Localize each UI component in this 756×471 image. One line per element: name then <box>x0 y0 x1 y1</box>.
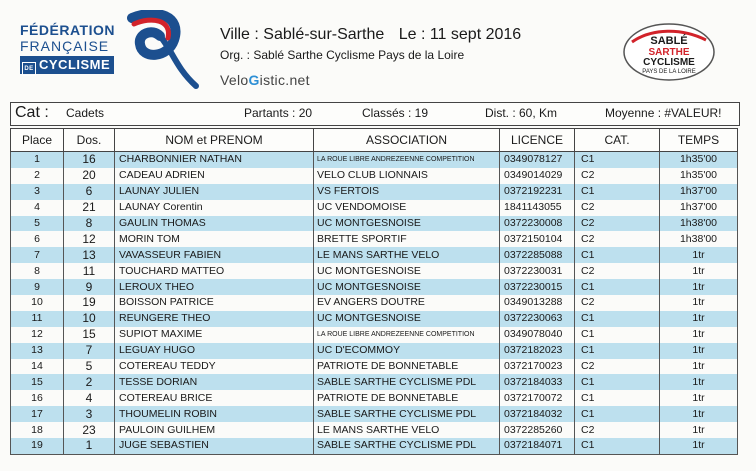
table-row <box>11 422 738 438</box>
place-cell: 10 <box>11 295 64 311</box>
header-place: Place <box>11 129 64 152</box>
dossard-cell: 13 <box>64 247 115 263</box>
time-cell: 1tr <box>660 279 738 295</box>
dossard-cell: 12 <box>64 231 115 247</box>
category-cell: C1 <box>575 247 660 263</box>
ffc-logo-line1: FÉDÉRATION <box>20 22 115 38</box>
place-cell: 18 <box>11 422 64 438</box>
association-cell: LE MANS SARTHE VELO <box>314 247 500 263</box>
time-cell: 1tr <box>660 295 738 311</box>
place-cell: 13 <box>11 343 64 359</box>
club-logo-l2: SARTHE <box>648 47 690 58</box>
table-row <box>11 200 738 216</box>
licence-cell: 0372184033 <box>500 374 575 390</box>
club-logo-l3: CYCLISME <box>643 57 695 68</box>
partants: Partants : 20 <box>244 106 313 120</box>
table-row <box>11 295 738 311</box>
licence-cell: 0349078040 <box>500 327 575 343</box>
name-cell: SUPIOT MAXIME <box>115 327 314 343</box>
place-cell: 2 <box>11 168 64 184</box>
licence-cell: 0349013288 <box>500 295 575 311</box>
organizer-line <box>220 48 464 62</box>
dossard-cell: 16 <box>64 152 115 168</box>
place-cell: 7 <box>11 247 64 263</box>
association-cell: VELO CLUB LIONNAIS <box>314 168 500 184</box>
dossard-cell: 8 <box>64 216 115 232</box>
licence-cell: 0372170023 <box>500 359 575 375</box>
name-cell: GAULIN THOMAS <box>115 216 314 232</box>
table-row <box>11 231 738 247</box>
table-row <box>11 390 738 406</box>
time-cell: 1h35'00 <box>660 168 738 184</box>
ffc-logo-prefix: DE <box>22 62 36 76</box>
name-cell: CHARBONNIER NATHAN <box>115 152 314 168</box>
club-logo-icon <box>622 22 716 82</box>
name-cell: JUGE SEBASTIEN <box>115 438 314 454</box>
place-cell: 1 <box>11 152 64 168</box>
time-cell: 1tr <box>660 327 738 343</box>
name-cell: LAUNAY Corentin <box>115 200 314 216</box>
ffc-logo-line3 <box>20 56 114 74</box>
association-cell: VS FERTOIS <box>314 184 500 200</box>
association-cell: SABLE SARTHE CYCLISME PDL <box>314 406 500 422</box>
time-cell: 1tr <box>660 343 738 359</box>
association-cell: LE MANS SARTHE VELO <box>314 422 500 438</box>
place-cell: 15 <box>11 374 64 390</box>
dossard-cell: 7 <box>64 343 115 359</box>
name-cell: LEROUX THEO <box>115 279 314 295</box>
cat-label: Cat : <box>15 104 49 121</box>
dossard-cell: 23 <box>64 422 115 438</box>
table-row <box>11 359 738 375</box>
ffc-swoosh-icon <box>112 10 202 94</box>
time-cell: 1h38'00 <box>660 216 738 232</box>
dossard-cell: 10 <box>64 311 115 327</box>
place-cell: 5 <box>11 216 64 232</box>
dossard-cell: 2 <box>64 374 115 390</box>
header-association: ASSOCIATION <box>314 129 500 152</box>
licence-cell: 0349078127 <box>500 152 575 168</box>
time-cell: 1tr <box>660 311 738 327</box>
name-cell: MORIN TOM <box>115 231 314 247</box>
table-row <box>11 184 738 200</box>
category-cell: C1 <box>575 438 660 454</box>
name-cell: THOUMELIN ROBIN <box>115 406 314 422</box>
association-cell: LA ROUE LIBRE ANDREZEENNE COMPETITION <box>314 152 500 168</box>
licence-cell: 0349014029 <box>500 168 575 184</box>
name-cell: LEGUAY HUGO <box>115 343 314 359</box>
dossard-cell: 1 <box>64 438 115 454</box>
place-cell: 14 <box>11 359 64 375</box>
name-cell: VAVASSEUR FABIEN <box>115 247 314 263</box>
org-value: Sablé Sarthe Cyclisme Pays de la Loire <box>253 48 465 62</box>
club-logo-l1: SABLÉ <box>650 35 688 47</box>
category-cell: C2 <box>575 422 660 438</box>
licence-cell: 0372150104 <box>500 231 575 247</box>
race-date: 11 sept 2016 <box>429 26 522 43</box>
category-cell: C2 <box>575 216 660 232</box>
dossard-cell: 9 <box>64 279 115 295</box>
place-cell: 11 <box>11 311 64 327</box>
time-cell: 1tr <box>660 263 738 279</box>
association-cell: UC MONTGESNOISE <box>314 263 500 279</box>
name-cell: COTEREAU TEDDY <box>115 359 314 375</box>
table-row <box>11 279 738 295</box>
ville-value: Sablé-sur-Sarthe <box>263 26 385 43</box>
licence-cell: 0372285088 <box>500 247 575 263</box>
time-cell: 1h37'00 <box>660 200 738 216</box>
category-cell: C2 <box>575 168 660 184</box>
velogistic-g: G <box>248 72 260 88</box>
table-row <box>11 216 738 232</box>
association-cell: UC D'ECOMMOY <box>314 343 500 359</box>
time-cell: 1tr <box>660 359 738 375</box>
licence-cell: 0372285260 <box>500 422 575 438</box>
category-cell: C1 <box>575 152 660 168</box>
place-cell: 4 <box>11 200 64 216</box>
time-cell: 1tr <box>660 247 738 263</box>
category-cell: C1 <box>575 374 660 390</box>
licence-cell: 0372184032 <box>500 406 575 422</box>
dossard-cell: 20 <box>64 168 115 184</box>
club-logo <box>622 22 716 82</box>
ffc-logo-cyclisme: CYCLISME <box>39 57 111 72</box>
place-cell: 6 <box>11 231 64 247</box>
dossard-cell: 15 <box>64 327 115 343</box>
dossard-cell: 11 <box>64 263 115 279</box>
category-cell: C2 <box>575 200 660 216</box>
place-cell: 16 <box>11 390 64 406</box>
header-dos: Dos. <box>64 129 115 152</box>
association-cell: PATRIOTE DE BONNETABLE <box>314 359 500 375</box>
category-cell: C1 <box>575 279 660 295</box>
category-cell: C2 <box>575 359 660 375</box>
dossard-cell: 3 <box>64 406 115 422</box>
header-cat: CAT. <box>575 129 660 152</box>
dossard-cell: 19 <box>64 295 115 311</box>
velogistic-pre: Velo <box>220 72 249 88</box>
header-licence: LICENCE <box>500 129 575 152</box>
table-row <box>11 343 738 359</box>
dossard-cell: 21 <box>64 200 115 216</box>
dossard-cell: 6 <box>64 184 115 200</box>
name-cell: TOUCHARD MATTEO <box>115 263 314 279</box>
time-cell: 1h37'00 <box>660 184 738 200</box>
association-cell: UC MONTGESNOISE <box>314 311 500 327</box>
place-cell: 19 <box>11 438 64 454</box>
name-cell: REUNGERE THEO <box>115 311 314 327</box>
header-nom: NOM et PRENOM <box>115 129 314 152</box>
licence-cell: 0372170072 <box>500 390 575 406</box>
le-label: Le : <box>398 26 426 43</box>
distance: Dist. : 60, Km <box>485 106 558 120</box>
time-cell: 1tr <box>660 422 738 438</box>
association-cell: LA ROUE LIBRE ANDREZEENNE COMPETITION <box>314 327 500 343</box>
dossard-cell: 5 <box>64 359 115 375</box>
association-cell: SABLE SARTHE CYCLISME PDL <box>314 374 500 390</box>
category-cell: C1 <box>575 311 660 327</box>
category-cell: C1 <box>575 327 660 343</box>
association-cell: PATRIOTE DE BONNETABLE <box>314 390 500 406</box>
ffc-logo-line2: FRANÇAISE <box>20 38 110 54</box>
category-cell: C1 <box>575 184 660 200</box>
licence-cell: 0372182023 <box>500 343 575 359</box>
moyenne: Moyenne : #VALEUR! <box>605 106 722 120</box>
association-cell: BRETTE SPORTIF <box>314 231 500 247</box>
table-row <box>11 327 738 343</box>
results-table <box>10 128 738 455</box>
licence-cell: 0372230063 <box>500 311 575 327</box>
place-cell: 8 <box>11 263 64 279</box>
licence-cell: 0372184071 <box>500 438 575 454</box>
table-row <box>11 263 738 279</box>
time-cell: 1tr <box>660 390 738 406</box>
org-label: Org. : <box>220 48 251 62</box>
table-header-row <box>11 129 738 152</box>
place-cell: 17 <box>11 406 64 422</box>
table-row <box>11 168 738 184</box>
licence-cell: 0372230015 <box>500 279 575 295</box>
ville-label: Ville : <box>220 26 259 43</box>
association-cell: EV ANGERS DOUTRE <box>314 295 500 311</box>
time-cell: 1tr <box>660 438 738 454</box>
association-cell: UC VENDOMOISE <box>314 200 500 216</box>
name-cell: TESSE DORIAN <box>115 374 314 390</box>
club-logo-l4: PAYS DE LA LOIRE <box>642 69 696 75</box>
cat-value: Cadets <box>66 106 105 120</box>
time-cell: 1h38'00 <box>660 231 738 247</box>
licence-cell: 0372192231 <box>500 184 575 200</box>
name-cell: CADEAU ADRIEN <box>115 168 314 184</box>
name-cell: BOISSON PATRICE <box>115 295 314 311</box>
category-cell: C2 <box>575 231 660 247</box>
table-row <box>11 438 738 454</box>
ffc-logo <box>20 22 198 94</box>
category-cell: C1 <box>575 406 660 422</box>
name-cell: PAULOIN GUILHEM <box>115 422 314 438</box>
name-cell: LAUNAY JULIEN <box>115 184 314 200</box>
category-cell: C1 <box>575 343 660 359</box>
velogistic-post: istic.net <box>259 72 310 88</box>
table-row <box>11 247 738 263</box>
header-temps: TEMPS <box>660 129 738 152</box>
place-cell: 3 <box>11 184 64 200</box>
association-cell: UC MONTGESNOISE <box>314 279 500 295</box>
classes: Classés : 19 <box>362 106 429 120</box>
licence-cell: 1841143055 <box>500 200 575 216</box>
dossard-cell: 4 <box>64 390 115 406</box>
place-cell: 12 <box>11 327 64 343</box>
race-info-bar <box>10 102 740 126</box>
table-row <box>11 152 738 168</box>
velogistic-logo <box>220 72 310 88</box>
category-cell: C1 <box>575 390 660 406</box>
category-cell: C2 <box>575 295 660 311</box>
table-body <box>11 152 738 455</box>
race-location-line <box>220 26 521 44</box>
table-row <box>11 406 738 422</box>
association-cell: UC MONTGESNOISE <box>314 216 500 232</box>
licence-cell: 0372230008 <box>500 216 575 232</box>
category-cell: C2 <box>575 263 660 279</box>
table-row <box>11 374 738 390</box>
licence-cell: 0372230031 <box>500 263 575 279</box>
name-cell: COTEREAU BRICE <box>115 390 314 406</box>
association-cell: SABLE SARTHE CYCLISME PDL <box>314 438 500 454</box>
time-cell: 1h35'00 <box>660 152 738 168</box>
table-row <box>11 311 738 327</box>
place-cell: 9 <box>11 279 64 295</box>
time-cell: 1tr <box>660 406 738 422</box>
time-cell: 1tr <box>660 374 738 390</box>
